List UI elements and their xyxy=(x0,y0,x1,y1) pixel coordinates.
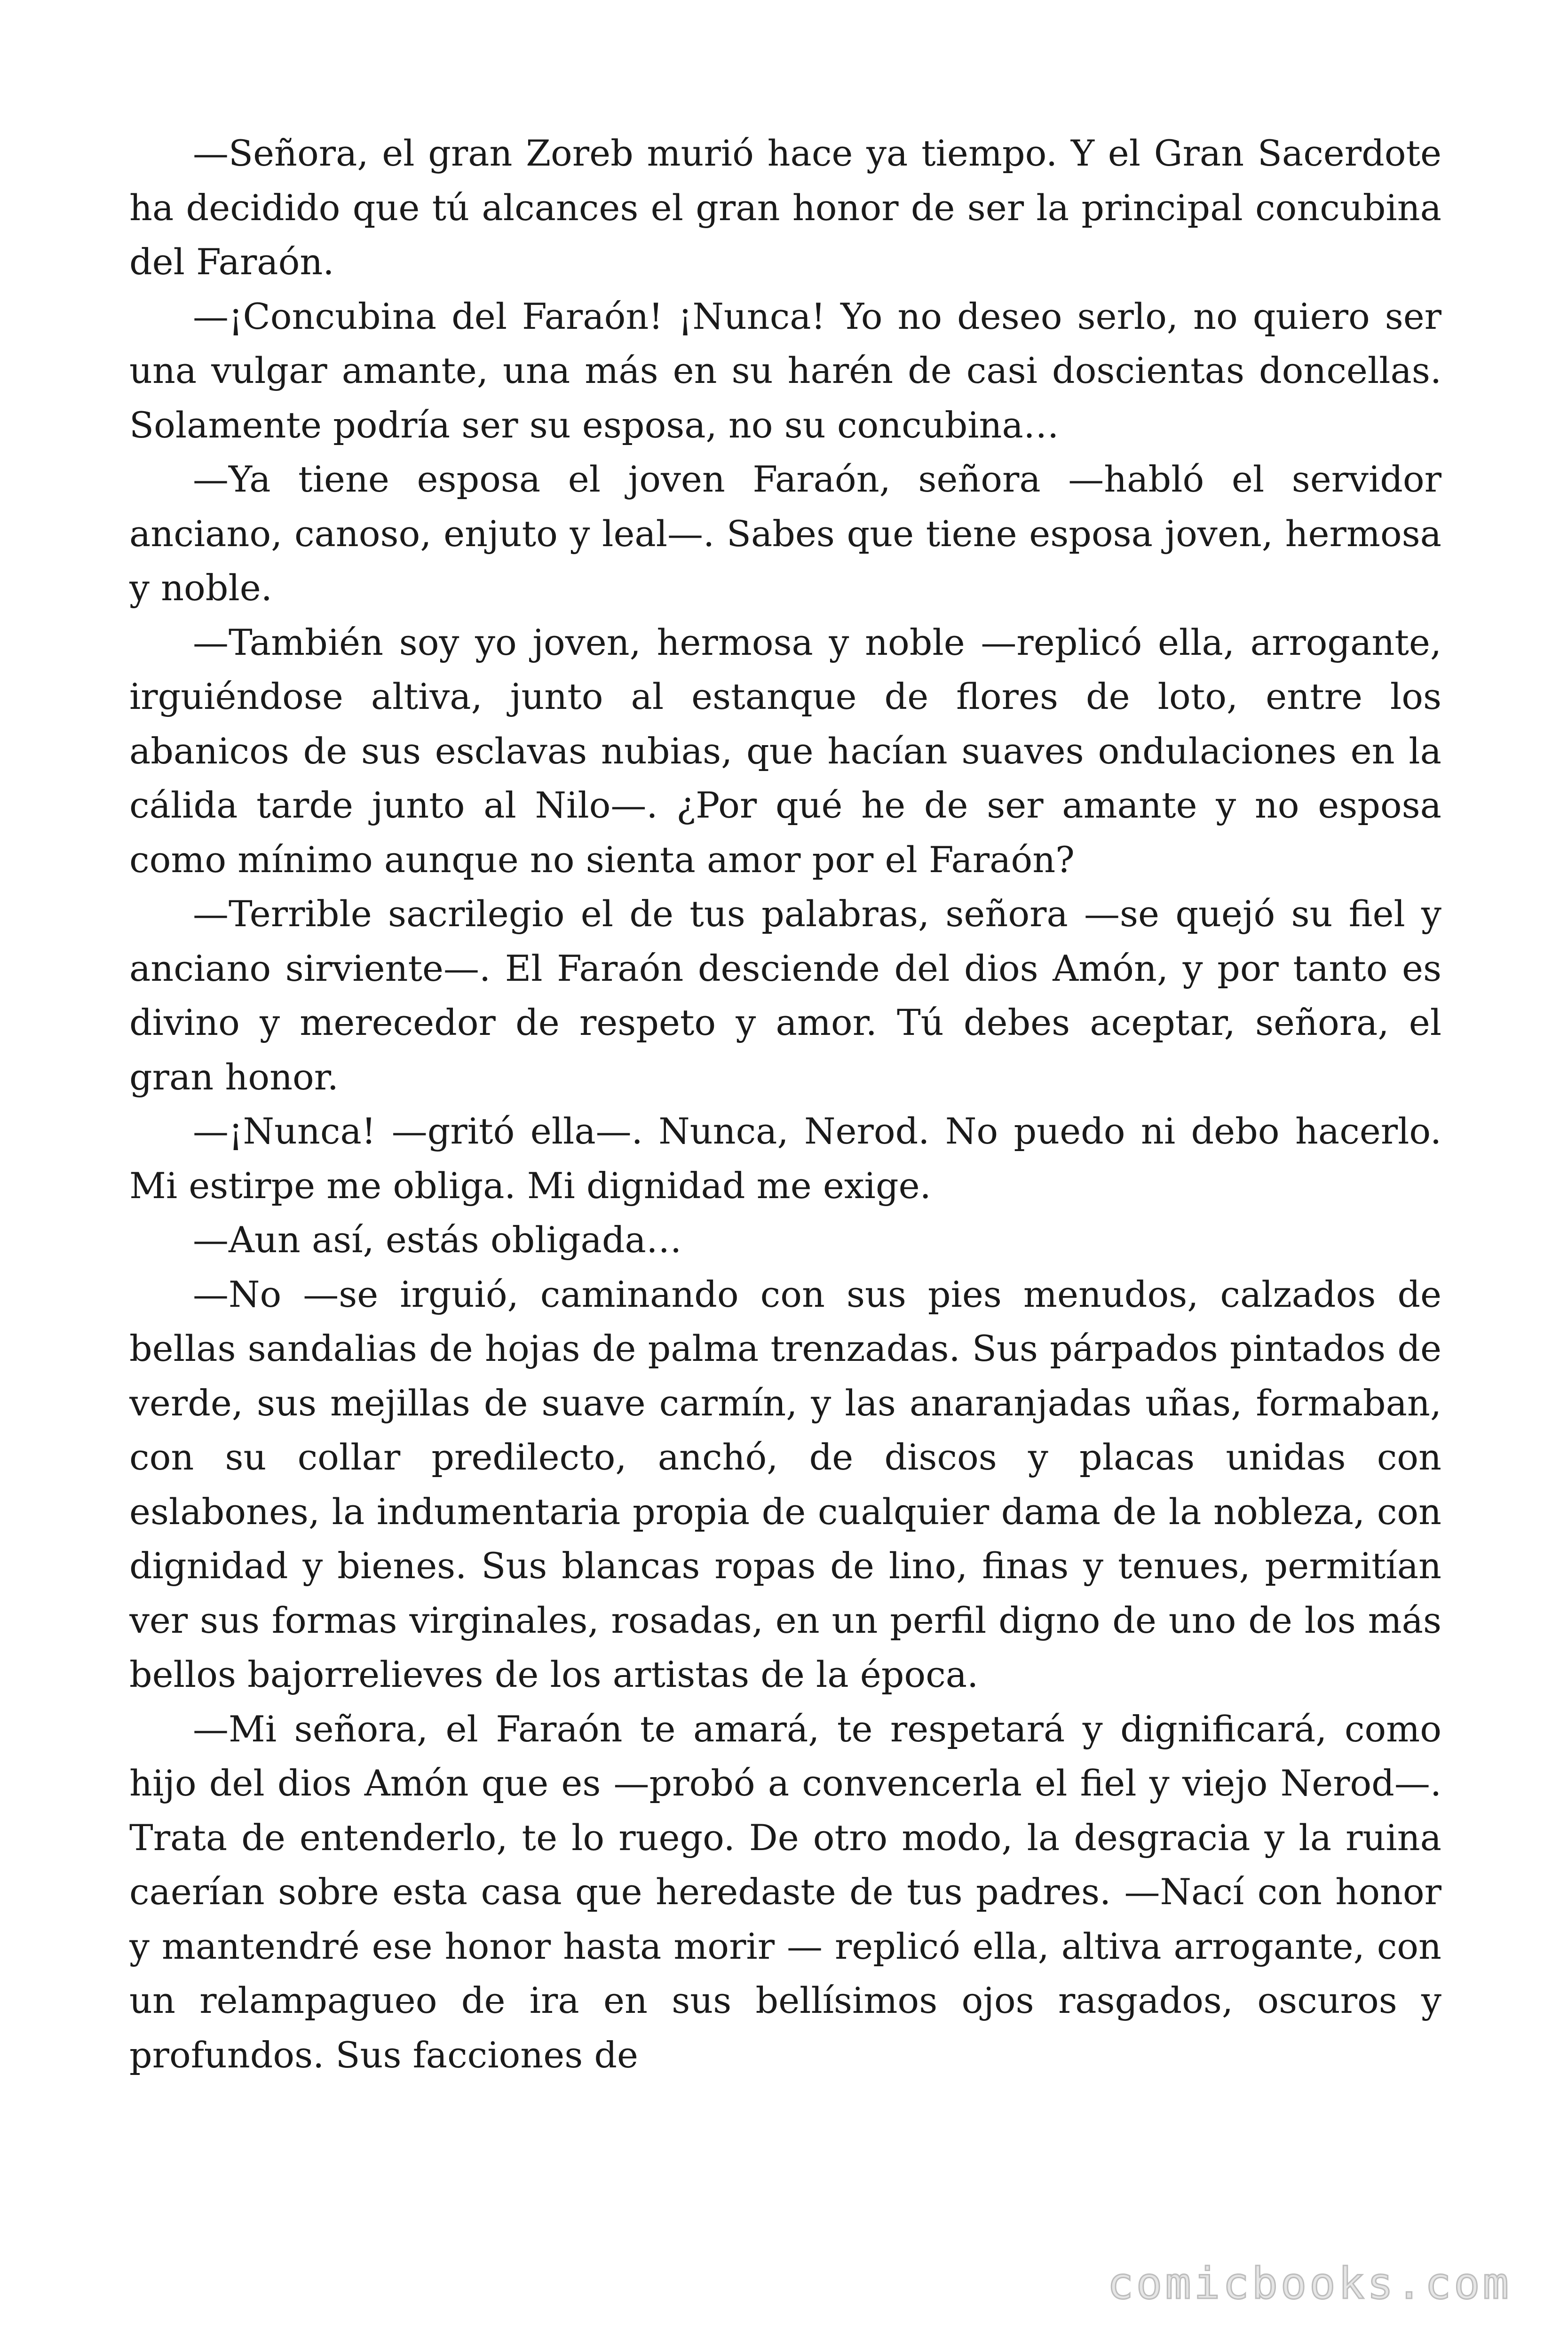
watermark: comicbooks.com xyxy=(1107,2258,1512,2309)
paragraph: —No —se irguió, caminando con sus pies menudos, calzados de bellas sandalias de hojas de palma trenzadas. Sus párpados pintados de verde, sus mejillas de suave carmín, y las anaranjadas uñas, formaban, con su collar predilecto, anchó, de discos y placas unidas con eslabones, la indumentaria propia de cualquier dama de la nobleza, con dignidad y bienes. Sus blancas ropas de lino, finas y tenues, permitían ver sus formas virginales, rosadas, en un perfil digno de uno de los más bellos bajorrelieves de los artistas de la época. xyxy=(129,1273,1441,1695)
paragraph: —Terrible sacrilegio el de tus palabras, señora —se quejó su fiel y anciano sirviente—. El Faraón desciende del dios Amón, y por tanto es divino y merecedor de respeto y amor. Tú debes aceptar, señora, el gran honor. xyxy=(129,893,1441,1098)
paragraph: —¡Nunca! —gritó ella—. Nunca, Nerod. No puedo ni debo hacerlo. Mi estirpe me obliga. Mi dignidad me exige. xyxy=(129,1110,1441,1207)
paragraph: —Ya tiene esposa el joven Faraón, señora —habló el servidor anciano, canoso, enjuto y leal—. Sabes que tiene esposa joven, hermosa y noble. xyxy=(129,458,1441,609)
page-body xyxy=(129,126,1441,2252)
paragraph: —¡Concubina del Faraón! ¡Nunca! Yo no deseo serlo, no quiero ser una vulgar amante, una más en su harén de casi doscientas doncellas. Solamente podría ser su esposa, no su concubina… xyxy=(129,295,1441,446)
paragraph: —Señora, el gran Zoreb murió hace ya tiempo. Y el Gran Sacerdote ha decidido que tú alcances el gran honor de ser la principal concubina del Faraón. xyxy=(129,132,1441,283)
paragraph: —Aun así, estás obligada… xyxy=(193,1219,682,1261)
paragraph: —También soy yo joven, hermosa y noble —replicó ella, arrogante, irguiéndose altiva, junto al estanque de flores de loto, entre los abanicos de sus esclavas nubias, que hacían suaves ondulaciones en la cálida tarde junto al Nilo—. ¿Por qué he de ser amante y no esposa como mínimo aunque no sienta amor por el Faraón? xyxy=(129,621,1441,881)
paragraph: —Mi señora, el Faraón te amará, te respetará y dignificará, como hijo del dios Amón que es —probó a convencerla el fiel y viejo Nerod—. Trata de entenderlo, te lo ruego. De otro modo, la desgracia y la ruina caerían sobre esta casa que heredaste de tus padres. —Nací con honor y mantendré ese honor hasta morir — replicó ella, altiva arrogante, con un relampagueo de ira en sus bellísimos ojos rasgados, oscuros y profundos. Sus facciones de xyxy=(129,1708,1441,2076)
